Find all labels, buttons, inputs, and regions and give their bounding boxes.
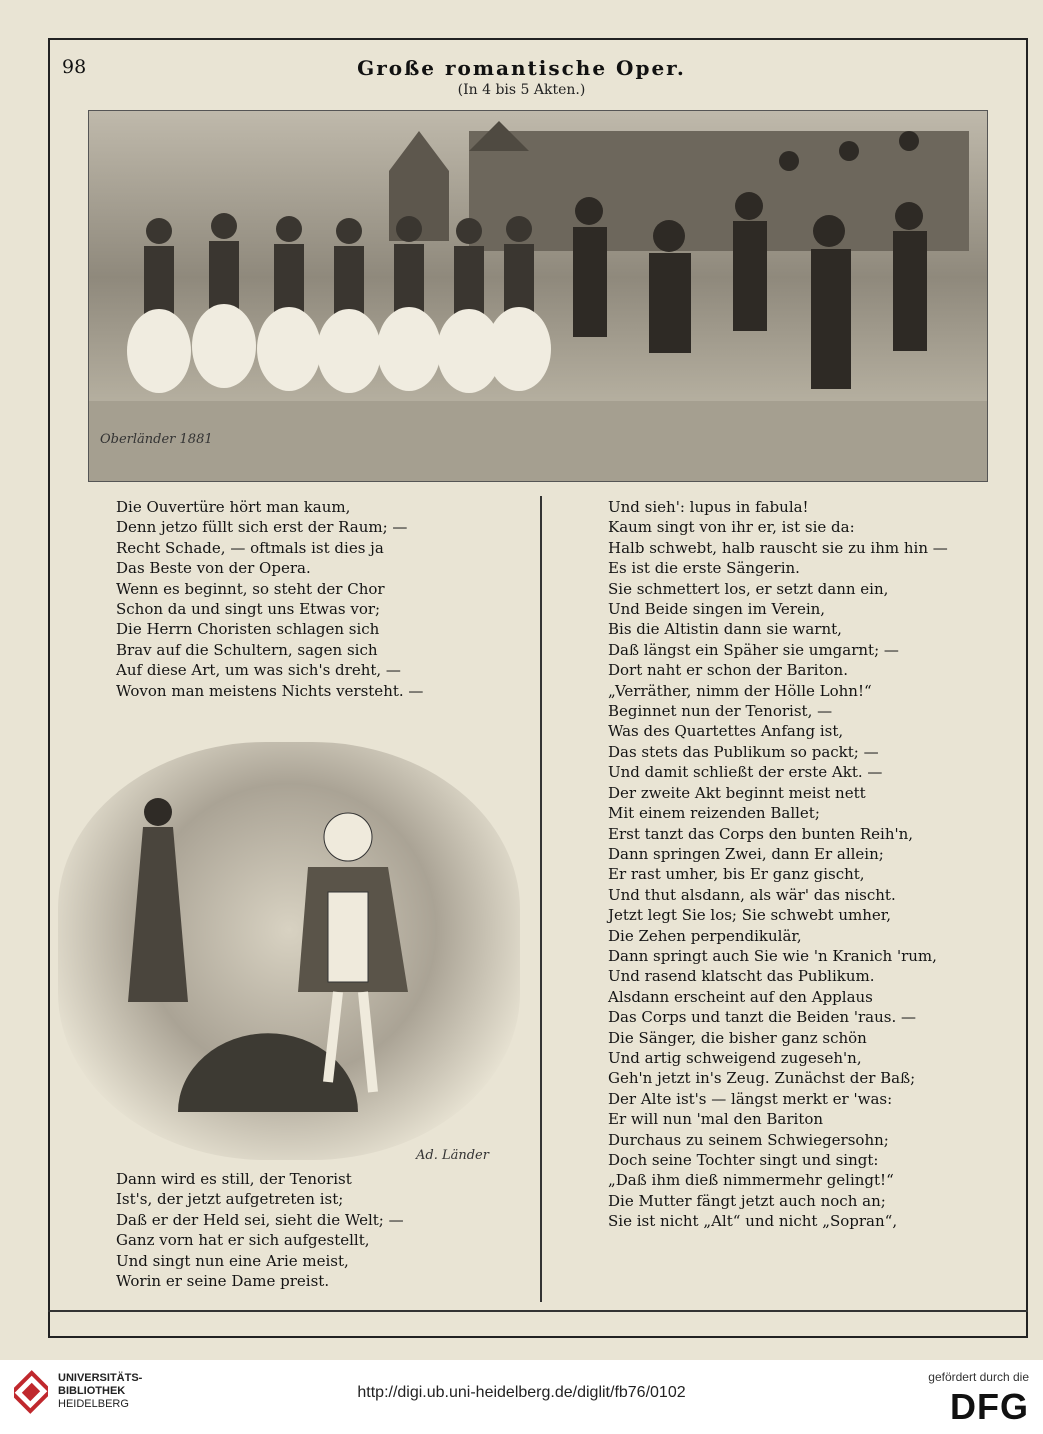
- poem-line: Er will nun 'mal den Bariton: [608, 1110, 824, 1129]
- viewer-footer: [0, 1360, 1043, 1434]
- poem-line: Wenn es beginnt, so steht der Chor: [116, 579, 385, 598]
- poem-line: Schon da und singt uns Etwas vor;: [116, 600, 381, 619]
- poem-line: Dann springen Zwei, dann Er allein;: [608, 844, 884, 863]
- poem-line: Ganz vorn hat er sich aufgestellt,: [116, 1231, 370, 1250]
- poem-line: Das Corps und tanzt die Beiden 'raus. —: [608, 1008, 916, 1027]
- tenor-illustration: [58, 742, 520, 1160]
- bottom-rule: [48, 1310, 1028, 1312]
- poem-line: Die Mutter fängt jetzt auch noch an;: [608, 1191, 886, 1210]
- poem-line: Und thut alsdann, als wär' das nischt.: [608, 885, 896, 904]
- document-url[interactable]: http://digi.ub.uni-heidelberg.de/diglit/fb76/0102: [357, 1384, 686, 1401]
- poem-line: Mit einem reizenden Ballet;: [608, 804, 820, 823]
- poem-line: Geh'n jetzt in's Zeug. Zunächst der Baß;: [608, 1069, 916, 1088]
- poem-line: Die Herrn Choristen schlagen sich: [116, 620, 380, 639]
- poem-line: Und sieh': lupus in fabula!: [608, 498, 809, 516]
- poem-line: Alsdann erscheint auf den Applaus: [608, 987, 873, 1006]
- poem-line: Sie schmettert los, er setzt dann ein,: [608, 579, 889, 598]
- poem-line: Sie ist nicht „Alt“ und nicht „Sopran“,: [608, 1212, 898, 1231]
- page-subtitle: (In 4 bis 5 Akten.): [457, 82, 586, 98]
- poem-line: Es ist die erste Sängerin.: [608, 559, 800, 578]
- top-illustration-signature: Oberländer 1881: [100, 432, 213, 447]
- poem-line: Und damit schließt der erste Akt. —: [608, 763, 883, 782]
- poem-line: Auf diese Art, um was sich's dreht, —: [116, 661, 401, 680]
- poem-line: Und rasend klatscht das Publikum.: [608, 967, 875, 986]
- poem-line: Dann springt auch Sie wie 'n Kranich 'rum,: [608, 946, 937, 965]
- funded-by-label: gefördert durch die: [928, 1370, 1029, 1384]
- poem-line: Das Beste von der Opera.: [116, 559, 311, 578]
- poem-line: Der zweite Akt beginnt meist nett: [608, 783, 866, 802]
- poem-line: Durchaus zu seinem Schwiegersohn;: [608, 1130, 889, 1149]
- poem-right-column: [608, 497, 948, 1232]
- poem-line: Halb schwebt, halb rauscht sie zu ihm hin —: [608, 538, 948, 557]
- poem-line: Doch seine Tochter singt und singt:: [608, 1151, 879, 1169]
- bottom-illustration-signature: Ad. Länder: [416, 1148, 489, 1163]
- poem-line: Ist's, der jetzt aufgetreten ist;: [116, 1190, 344, 1209]
- page-number: 98: [62, 56, 87, 78]
- poem-line: Dort naht er schon der Bariton.: [608, 661, 848, 680]
- chorus-illustration-drawing: [89, 111, 988, 482]
- library-name-line: HEIDELBERG: [58, 1398, 129, 1410]
- page-title: Große romantische Oper.: [357, 56, 686, 80]
- poem-line: Das stets das Publikum so packt; —: [608, 742, 879, 761]
- poem-line: Brav auf die Schultern, sagen sich: [116, 640, 378, 659]
- chorus-illustration: [88, 110, 988, 482]
- poem-left-column-bottom: [116, 1169, 404, 1291]
- poem-line: Bis die Altistin dann sie warnt,: [608, 620, 842, 639]
- poem-line: Wovon man meistens Nichts versteht. —: [116, 681, 424, 700]
- poem-line: Recht Schade, — oftmals ist dies ja: [116, 538, 384, 557]
- column-divider: [540, 496, 542, 1302]
- poem-line: Die Sänger, die bisher ganz schön: [608, 1028, 867, 1047]
- poem-line: Und Beide singen im Verein,: [608, 600, 826, 619]
- poem-line: Was des Quartettes Anfang ist,: [608, 722, 844, 741]
- poem-line: Beginnet nun der Tenorist, —: [608, 702, 833, 721]
- poem-line: Kaum singt von ihr er, ist sie da:: [608, 518, 855, 537]
- poem-line: Worin er seine Dame preist.: [116, 1272, 330, 1291]
- poem-line: „Daß ihm dieß nimmermehr gelingt!“: [608, 1171, 894, 1190]
- poem-line: Und artig schweigend zugeseh'n,: [608, 1048, 862, 1067]
- poem-line: Die Ouvertüre hört man kaum,: [116, 498, 351, 516]
- poem-line: Denn jetzo füllt sich erst der Raum; —: [116, 518, 408, 537]
- poem-line: Dann wird es still, der Tenorist: [116, 1170, 352, 1188]
- poem-line: Die Zehen perpendikulär,: [608, 926, 802, 945]
- poem-left-column-top: [116, 497, 423, 701]
- poem-line: Erst tanzt das Corps den bunten Reih'n,: [608, 824, 914, 843]
- poem-line: Und singt nun eine Arie meist,: [116, 1251, 349, 1270]
- poem-line: Daß längst ein Späher sie umgarnt; —: [608, 640, 899, 659]
- library-name-line: BIBLIOTHEK: [58, 1385, 126, 1397]
- poem-line: Der Alte ist's — längst merkt er 'was:: [608, 1089, 893, 1108]
- poem-line: Daß er der Held sei, sieht die Welt; —: [116, 1210, 404, 1229]
- library-name-line: UNIVERSITÄTS-: [58, 1372, 143, 1384]
- poem-line: Er rast umher, bis Er ganz gischt,: [608, 865, 865, 884]
- poem-line: Jetzt legt Sie los; Sie schwebt umher,: [608, 906, 892, 925]
- dfg-logo: DFG: [950, 1386, 1029, 1427]
- tenor-illustration-drawing: [58, 742, 520, 1160]
- poem-line: „Verräther, nimm der Hölle Lohn!“: [608, 681, 872, 700]
